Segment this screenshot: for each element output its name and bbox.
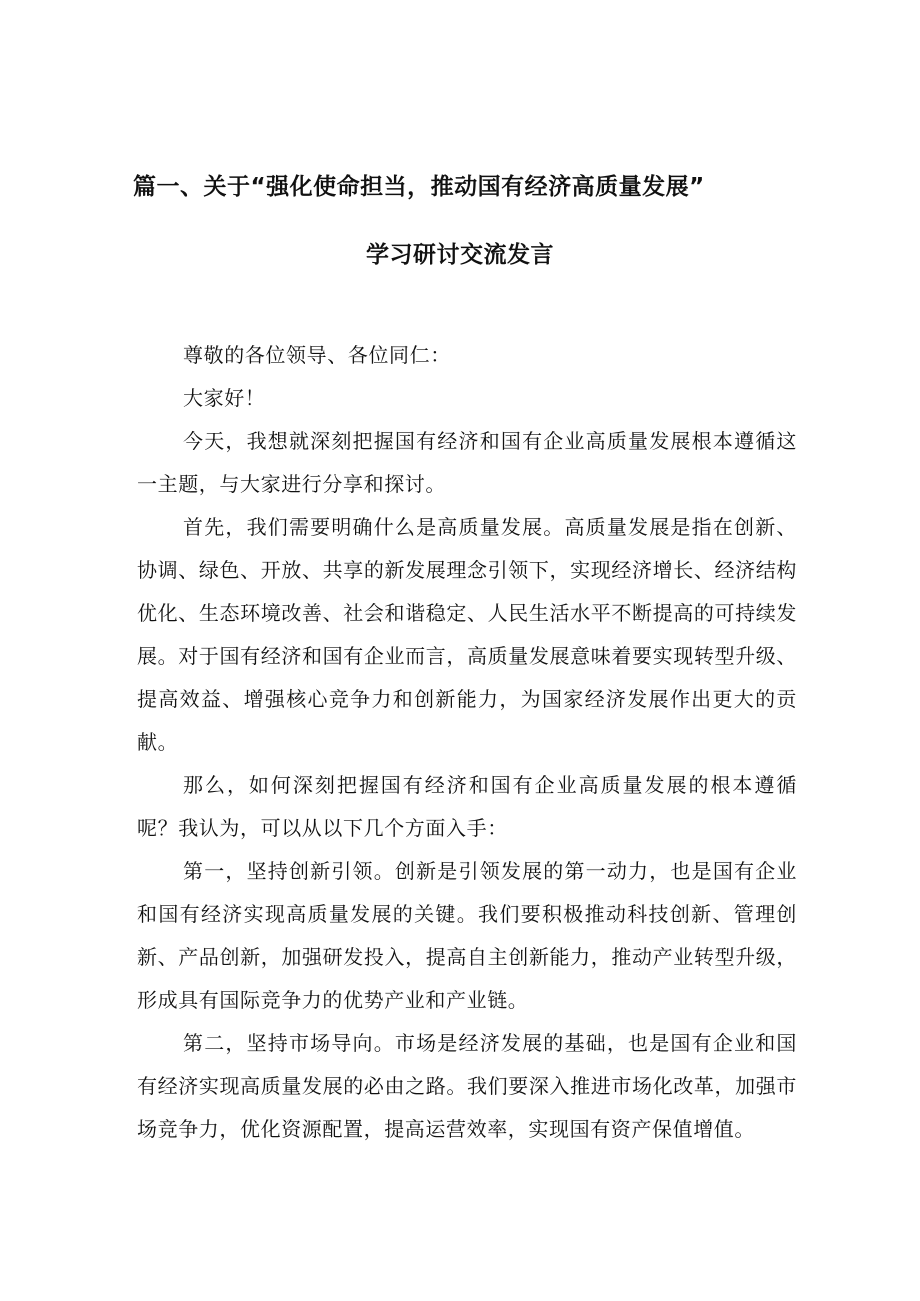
greeting-paragraph: 大家好！: [183, 386, 266, 410]
document-title-line-1: 篇一、关于“强化使命担当，推动国有经济高质量发展”: [133, 174, 705, 200]
point-two-paragraph: 第二，坚持市场导向。市场是经济发展的基础，也是国有企业和国有经济实现高质量发展的必由之路。我们要深入推进市场化改革，加强市场竞争力，优化资源配置，提高运营效率，实现国有资产保值增值。: [137, 1031, 797, 1141]
document-body: [137, 334, 797, 1151]
definition-paragraph: 首先，我们需要明确什么是高质量发展。高质量发展是指在创新、协调、绿色、开放、共享的新发展理念引领下，实现经济增长、经济结构优化、生态环境改善、社会和谐稳定、人民生活水平不断提高的可持续发展。对于国有经济和国有企业而言，高质量发展意味着要实现转型升级、提高效益、增强核心竞争力和创新能力，为国家经济发展作出更大的贡献。: [137, 515, 797, 754]
question-paragraph: 那么，如何深刻把握国有经济和国有企业高质量发展的根本遵循呢？我认为，可以从以下几个方面入手：: [137, 773, 797, 840]
salutation-paragraph: 尊敬的各位领导、各位同仁：: [183, 343, 451, 367]
document-title-line-2: 学习研讨交流发言: [366, 242, 554, 268]
intro-paragraph: 今天，我想就深刻把握国有经济和国有企业高质量发展根本遵循这一主题，与大家进行分享和探讨。: [137, 429, 797, 496]
point-one-paragraph: 第一，坚持创新引领。创新是引领发展的第一动力，也是国有企业和国有经济实现高质量发展的关键。我们要积极推动科技创新、管理创新、产品创新，加强研发投入，提高自主创新能力，推动产业转型升级，形成具有国际竞争力的优势产业和产业链。: [137, 859, 797, 1012]
